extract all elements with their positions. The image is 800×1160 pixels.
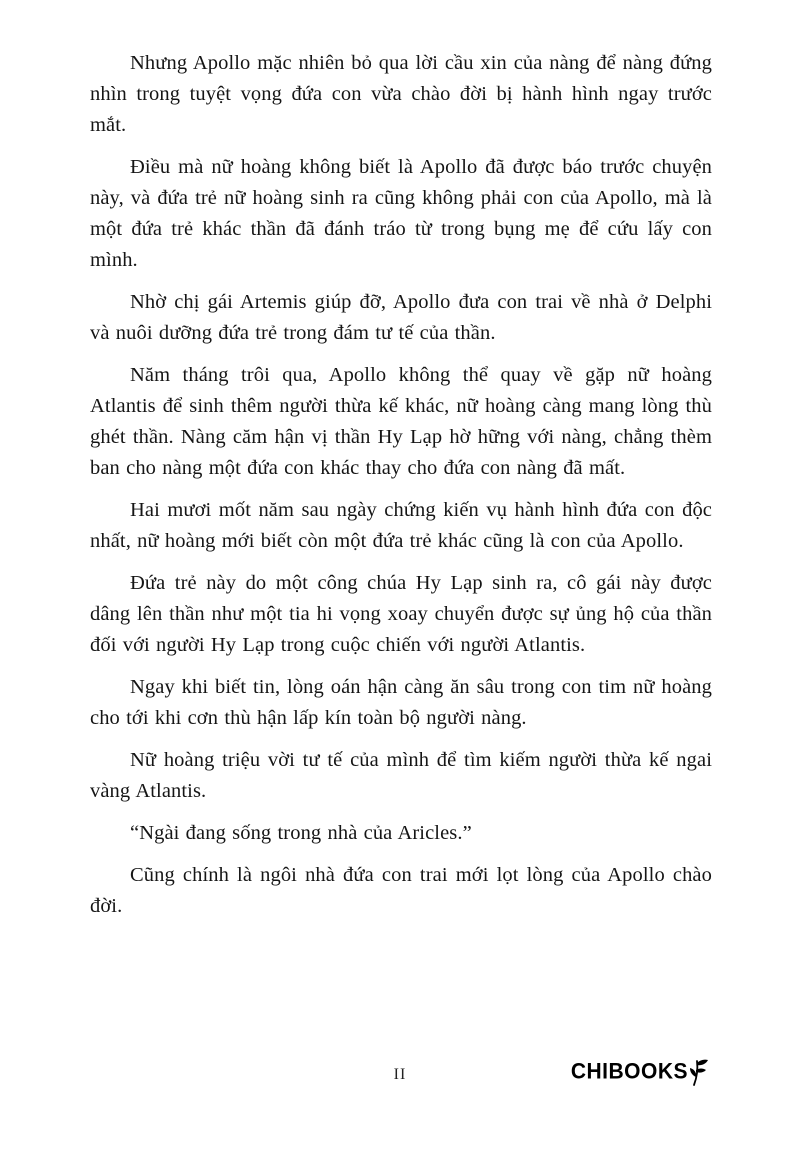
paragraph: Ngay khi biết tin, lòng oán hận càng ăn sâu trong con tim nữ hoàng cho tới khi cơn thù hận lấp kín toàn bộ người nàng. — [90, 676, 712, 729]
paragraph: Nhưng Apollo mặc nhiên bỏ qua lời cầu xin của nàng để nàng đứng nhìn trong tuyệt vọng đứa con vừa chào đời bị hành hình ngay trước mắt. — [90, 52, 712, 136]
paragraph: Cũng chính là ngôi nhà đứa con trai mới lọt lòng của Apollo chào đời. — [90, 864, 712, 917]
paragraph: Điều mà nữ hoàng không biết là Apollo đã được báo trước chuyện này, và đứa trẻ nữ hoàng sinh ra cũng không phải con của Apollo, mà là một đứa trẻ khác thần đã đánh tráo từ trong bụng mẹ để cứu lấy con mình. — [90, 156, 712, 271]
paragraph: Nhờ chị gái Artemis giúp đỡ, Apollo đưa con trai về nhà ở Delphi và nuôi dưỡng đứa trẻ trong đám tư tế của thần. — [90, 291, 712, 344]
publisher-logo-text: CHIBOOKS — [570, 1059, 688, 1084]
page-text — [90, 48, 712, 933]
paragraph: “Ngài đang sống trong nhà của Aricles.” — [130, 822, 472, 844]
paragraph: Hai mươi mốt năm sau ngày chứng kiến vụ hành hình đứa con độc nhất, nữ hoàng mới biết còn một đứa trẻ khác cũng là con của Apollo. — [90, 499, 712, 552]
paragraph: Đứa trẻ này do một công chúa Hy Lạp sinh ra, cô gái này được dâng lên thần như một tia hi vọng xoay chuyển được sự ủng hộ của thần đối với người Hy Lạp trong cuộc chiến với người Atlantis. — [90, 572, 712, 656]
paragraph: Nữ hoàng triệu vời tư tế của mình để tìm kiếm người thừa kế ngai vàng Atlantis. — [90, 749, 712, 802]
page-number: II — [393, 1066, 407, 1083]
leaf-icon — [688, 1057, 712, 1087]
publisher-logo — [571, 1057, 712, 1087]
paragraph: Năm tháng trôi qua, Apollo không thể quay về gặp nữ hoàng Atlantis để sinh thêm người thừa kế khác, nữ hoàng càng mang lòng thù ghét thần. Nàng căm hận vị thần Hy Lạp hờ hững với nàng, chẳng thèm ban cho nàng một đứa con khác thay cho đứa con nàng đã mất. — [90, 364, 712, 479]
